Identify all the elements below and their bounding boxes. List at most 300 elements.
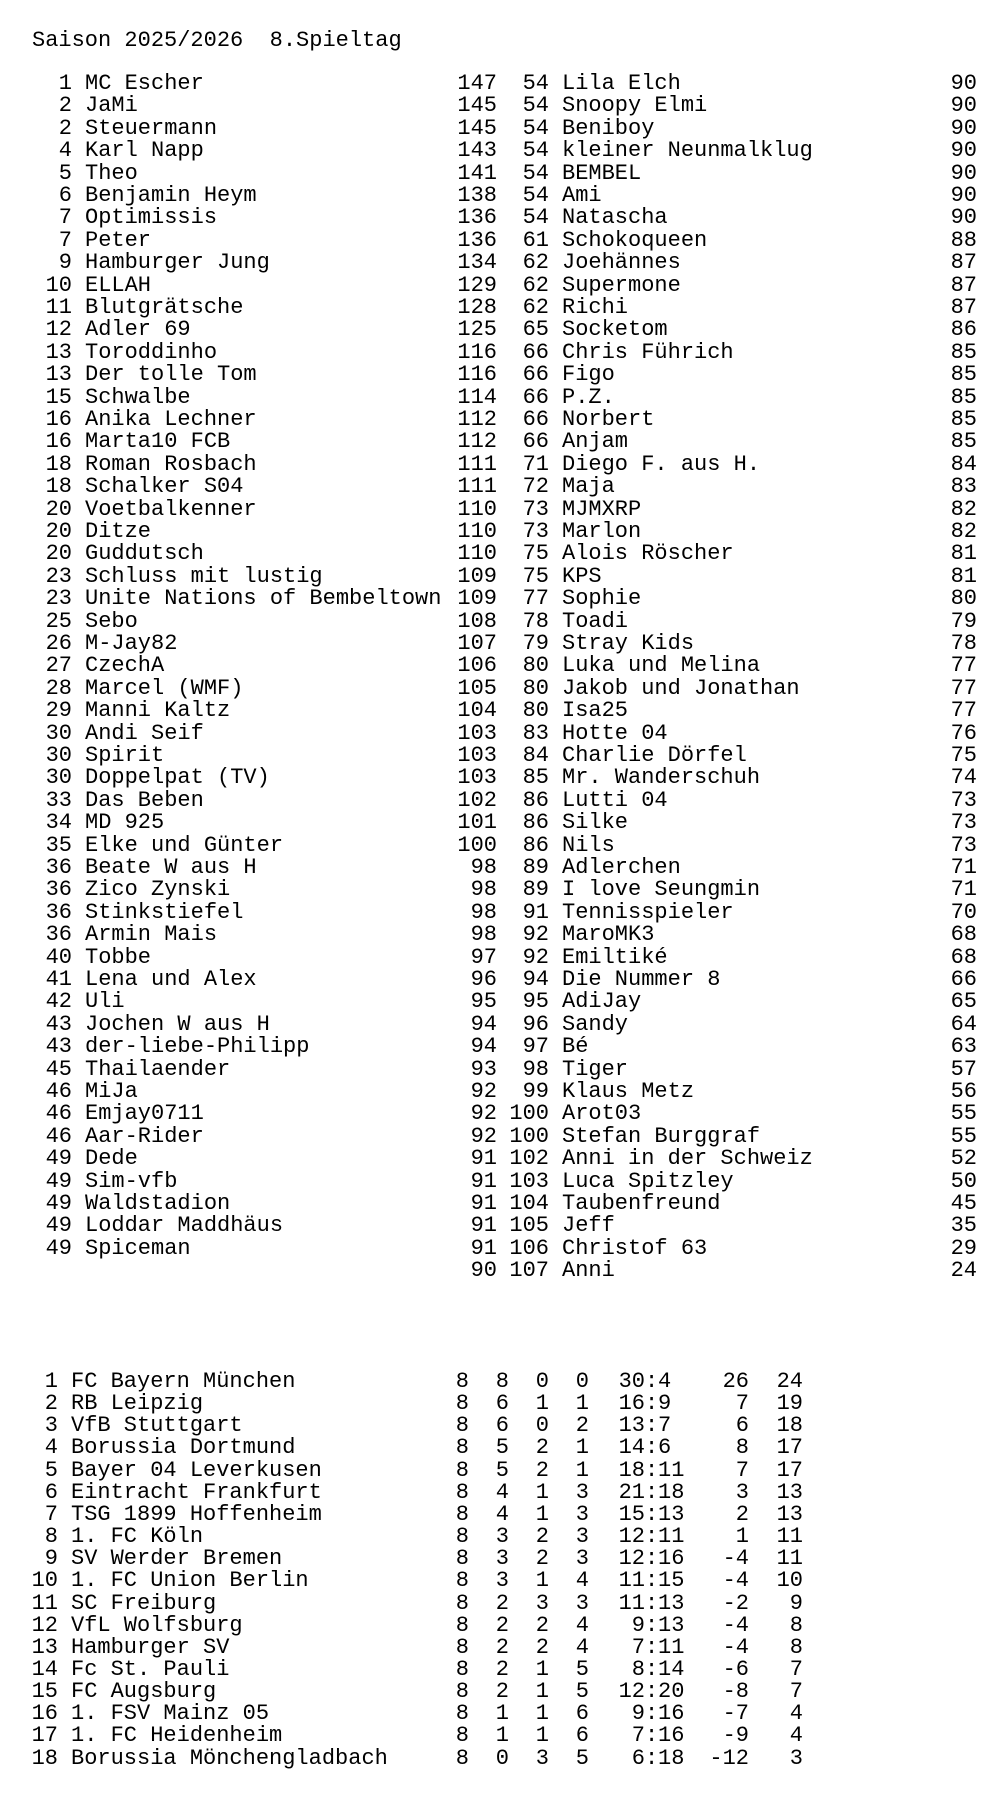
player-points: 116	[457, 340, 497, 365]
games-lost: 3	[575, 1591, 589, 1616]
rank: 49	[45, 1191, 72, 1216]
player-points: 102	[457, 788, 497, 813]
rank: 62	[522, 250, 549, 275]
team-name: Borussia Mönchengladbach	[71, 1746, 388, 1771]
goals-for: 8	[631, 1657, 645, 1682]
rank: 11	[45, 295, 72, 320]
rank: 83	[522, 721, 549, 746]
games-won: 6	[495, 1413, 509, 1438]
player-name: Charlie Dörfel	[562, 743, 747, 768]
team-points: 7	[789, 1657, 803, 1682]
goal-difference: 6	[735, 1413, 749, 1438]
games-lost: 5	[575, 1746, 589, 1771]
team-name: Hamburger SV	[71, 1635, 230, 1660]
player-name: Voetbalkenner	[85, 497, 257, 522]
player-points: 77	[950, 676, 977, 701]
player-name: Toroddinho	[85, 340, 218, 365]
player-points: 145	[457, 93, 497, 118]
rank: 16	[45, 429, 72, 454]
team-position: 9	[44, 1546, 58, 1571]
team-position: 3	[44, 1413, 58, 1438]
games-drawn: 2	[535, 1435, 549, 1460]
player-points: 110	[457, 541, 497, 566]
player-name: Schalker S04	[85, 474, 244, 499]
player-points: 143	[457, 138, 497, 163]
goals-separator: :	[645, 1701, 659, 1726]
team-position: 17	[31, 1723, 58, 1748]
goal-difference: -4	[722, 1568, 749, 1593]
games-drawn: 1	[535, 1502, 549, 1527]
player-points: 134	[457, 250, 497, 275]
rank: 36	[45, 855, 72, 880]
player-name: Loddar Maddhäus	[85, 1213, 284, 1238]
games-drawn: 2	[535, 1524, 549, 1549]
rank: 80	[522, 676, 549, 701]
player-points: 73	[950, 810, 977, 835]
player-name: Taubenfreund	[562, 1191, 721, 1216]
player-name: Hotte 04	[562, 721, 668, 746]
player-points: 81	[950, 564, 977, 589]
player-points: 112	[457, 407, 497, 432]
team-points: 18	[776, 1413, 803, 1438]
goals-against: 20	[658, 1679, 685, 1704]
player-points: 90	[950, 183, 977, 208]
rank: 84	[522, 743, 549, 768]
player-name: Hamburger Jung	[85, 250, 270, 275]
player-points: 24	[950, 1258, 977, 1283]
player-name: Beniboy	[562, 116, 655, 141]
player-points: 98	[470, 877, 497, 902]
rank: 2	[58, 93, 72, 118]
rank: 23	[45, 564, 72, 589]
player-points: 85	[950, 362, 977, 387]
rank: 40	[45, 945, 72, 970]
rank: 27	[45, 653, 72, 678]
team-name: VfL Wolfsburg	[71, 1613, 243, 1638]
goals-for: 13	[618, 1413, 645, 1438]
goals-for: 18	[618, 1458, 645, 1483]
games-played: 8	[455, 1701, 469, 1726]
rank: 25	[45, 609, 72, 634]
team-points: 24	[776, 1369, 803, 1394]
player-name: Optimissis	[85, 205, 218, 230]
rank: 18	[45, 474, 72, 499]
games-played: 8	[455, 1591, 469, 1616]
goal-difference: 26	[722, 1369, 749, 1394]
player-name: Joehännes	[562, 250, 681, 275]
player-name: Benjamin Heym	[85, 183, 257, 208]
player-name: Emjay0711	[85, 1101, 204, 1126]
rank: 91	[522, 900, 549, 925]
rank: 36	[45, 877, 72, 902]
rank: 62	[522, 273, 549, 298]
player-points: 76	[950, 721, 977, 746]
rank: 1	[58, 71, 72, 96]
player-name: Aar-Rider	[85, 1124, 204, 1149]
goal-difference: -4	[722, 1546, 749, 1571]
team-position: 2	[44, 1391, 58, 1416]
team-name: VfB Stuttgart	[71, 1413, 243, 1438]
player-points: 57	[950, 1057, 977, 1082]
player-name: Theo	[85, 161, 138, 186]
player-points: 97	[470, 945, 497, 970]
games-lost: 4	[575, 1613, 589, 1638]
player-points: 108	[457, 609, 497, 634]
player-points: 92	[470, 1079, 497, 1104]
games-played: 8	[455, 1568, 469, 1593]
player-points: 85	[950, 385, 977, 410]
rank: 66	[522, 429, 549, 454]
player-points: 91	[470, 1213, 497, 1238]
player-name: Stray Kids	[562, 631, 695, 656]
goal-difference: -12	[709, 1746, 749, 1771]
player-points: 63	[950, 1034, 977, 1059]
player-points: 52	[950, 1146, 977, 1171]
goals-separator: :	[645, 1391, 659, 1416]
team-position: 5	[44, 1458, 58, 1483]
games-played: 8	[455, 1369, 469, 1394]
goals-against: 16	[658, 1723, 685, 1748]
player-name: kleiner Neunmalklug	[562, 138, 813, 163]
rank: 78	[522, 609, 549, 634]
player-points: 94	[470, 1012, 497, 1037]
rank: 65	[522, 317, 549, 342]
rank: 29	[45, 698, 72, 723]
goals-against: 16	[658, 1546, 685, 1571]
team-points: 13	[776, 1502, 803, 1527]
player-name: Andi Seif	[85, 721, 204, 746]
goal-difference: 7	[735, 1458, 749, 1483]
goals-against: 11	[658, 1635, 685, 1660]
games-drawn: 0	[535, 1413, 549, 1438]
goals-for: 30	[618, 1369, 645, 1394]
rank: 23	[45, 586, 72, 611]
team-points: 17	[776, 1435, 803, 1460]
goal-difference: 7	[735, 1391, 749, 1416]
goal-difference: -4	[722, 1613, 749, 1638]
rank: 7	[58, 228, 72, 253]
games-played: 8	[455, 1413, 469, 1438]
team-name: Fc St. Pauli	[71, 1657, 230, 1682]
rank: 77	[522, 586, 549, 611]
games-played: 8	[455, 1613, 469, 1638]
player-points: 90	[950, 71, 977, 96]
goals-for: 12	[618, 1679, 645, 1704]
goals-separator: :	[645, 1657, 659, 1682]
games-drawn: 2	[535, 1458, 549, 1483]
team-points: 10	[776, 1568, 803, 1593]
player-name: Lena und Alex	[85, 967, 257, 992]
player-points: 125	[457, 317, 497, 342]
games-drawn: 2	[535, 1635, 549, 1660]
games-won: 2	[495, 1613, 509, 1638]
games-played: 8	[455, 1435, 469, 1460]
goals-separator: :	[645, 1746, 659, 1771]
player-points: 68	[950, 945, 977, 970]
rank: 54	[522, 116, 549, 141]
goals-separator: :	[645, 1635, 659, 1660]
team-name: 1. FC Union Berlin	[71, 1568, 309, 1593]
player-name: Alois Röscher	[562, 541, 734, 566]
player-name: MD 925	[85, 810, 165, 835]
player-name: Arot03	[562, 1101, 642, 1126]
player-name: M-Jay82	[85, 631, 178, 656]
rank: 41	[45, 967, 72, 992]
team-points: 8	[789, 1613, 803, 1638]
player-name: Figo	[562, 362, 615, 387]
player-points: 65	[950, 989, 977, 1014]
player-name: Adler 69	[85, 317, 191, 342]
player-points: 106	[457, 653, 497, 678]
games-drawn: 1	[535, 1701, 549, 1726]
rank: 92	[522, 922, 549, 947]
player-name: Karl Napp	[85, 138, 204, 163]
rank: 73	[522, 519, 549, 544]
rank: 73	[522, 497, 549, 522]
games-lost: 2	[575, 1413, 589, 1438]
rank: 36	[45, 900, 72, 925]
player-points: 77	[950, 653, 977, 678]
games-played: 8	[455, 1524, 469, 1549]
player-name: Spiceman	[85, 1236, 191, 1261]
games-won: 0	[495, 1746, 509, 1771]
goals-for: 15	[618, 1502, 645, 1527]
goals-for: 14	[618, 1435, 645, 1460]
player-points: 145	[457, 116, 497, 141]
player-points: 85	[950, 340, 977, 365]
rank: 103	[509, 1169, 549, 1194]
player-points: 92	[470, 1124, 497, 1149]
games-won: 5	[495, 1435, 509, 1460]
player-points: 101	[457, 810, 497, 835]
player-name: Sandy	[562, 1012, 629, 1037]
team-name: Borussia Dortmund	[71, 1435, 296, 1460]
games-played: 8	[455, 1546, 469, 1571]
goal-difference: -2	[722, 1591, 749, 1616]
games-played: 8	[455, 1635, 469, 1660]
goals-separator: :	[645, 1524, 659, 1549]
games-lost: 4	[575, 1568, 589, 1593]
player-points: 110	[457, 519, 497, 544]
rank: 30	[45, 721, 72, 746]
rank: 104	[509, 1191, 549, 1216]
rank: 89	[522, 877, 549, 902]
goals-separator: :	[645, 1458, 659, 1483]
team-points: 3	[789, 1746, 803, 1771]
player-name: Marta10 FCB	[85, 429, 231, 454]
rank: 45	[45, 1057, 72, 1082]
player-points: 64	[950, 1012, 977, 1037]
rank: 43	[45, 1012, 72, 1037]
player-name: Diego F. aus H.	[562, 452, 761, 477]
player-points: 84	[950, 452, 977, 477]
player-name: Bé	[562, 1034, 589, 1059]
goals-separator: :	[645, 1480, 659, 1505]
player-name: Beate W aus H	[85, 855, 257, 880]
games-lost: 3	[575, 1502, 589, 1527]
player-name: MaroMK3	[562, 922, 655, 947]
player-points: 85	[950, 429, 977, 454]
rank: 92	[522, 945, 549, 970]
games-lost: 1	[575, 1391, 589, 1416]
player-points: 80	[950, 586, 977, 611]
rank: 54	[522, 161, 549, 186]
games-played: 8	[455, 1391, 469, 1416]
goals-against: 13	[658, 1613, 685, 1638]
player-name: Sebo	[85, 609, 138, 634]
rank: 35	[45, 833, 72, 858]
player-points: 81	[950, 541, 977, 566]
player-name: Marcel (WMF)	[85, 676, 244, 701]
player-points: 138	[457, 183, 497, 208]
rank: 7	[58, 205, 72, 230]
player-points: 92	[470, 1101, 497, 1126]
rank: 4	[58, 138, 72, 163]
team-position: 13	[31, 1635, 58, 1660]
player-points: 71	[950, 877, 977, 902]
goals-against: 13	[658, 1591, 685, 1616]
player-points: 112	[457, 429, 497, 454]
games-played: 8	[455, 1502, 469, 1527]
goals-against: 11	[658, 1524, 685, 1549]
player-name: Doppelpat (TV)	[85, 765, 270, 790]
player-points: 109	[457, 564, 497, 589]
team-points: 8	[789, 1635, 803, 1660]
player-name: MJMXRP	[562, 497, 642, 522]
rank: 42	[45, 989, 72, 1014]
rank: 86	[522, 833, 549, 858]
team-name: RB Leipzig	[71, 1391, 204, 1416]
player-name: Steuermann	[85, 116, 218, 141]
player-points: 85	[950, 407, 977, 432]
player-points: 77	[950, 698, 977, 723]
rank: 105	[509, 1213, 549, 1238]
goals-against: 7	[658, 1413, 672, 1438]
goals-against: 4	[658, 1369, 672, 1394]
goals-against: 13	[658, 1502, 685, 1527]
player-points: 83	[950, 474, 977, 499]
rank: 94	[522, 967, 549, 992]
team-name: 1. FC Heidenheim	[71, 1723, 283, 1748]
goals-against: 18	[658, 1480, 685, 1505]
player-name: P.Z.	[562, 385, 615, 410]
goals-for: 11	[618, 1591, 645, 1616]
goals-against: 11	[658, 1458, 685, 1483]
goals-against: 9	[658, 1391, 672, 1416]
goals-for: 12	[618, 1524, 645, 1549]
rank: 97	[522, 1034, 549, 1059]
player-name: Christof 63	[562, 1236, 708, 1261]
player-name: Norbert	[562, 407, 655, 432]
rank: 96	[522, 1012, 549, 1037]
goals-for: 9	[631, 1701, 645, 1726]
rank: 5	[58, 161, 72, 186]
player-name: CzechA	[85, 653, 165, 678]
player-name: Nils	[562, 833, 615, 858]
player-points: 98	[470, 900, 497, 925]
team-position: 16	[31, 1701, 58, 1726]
player-points: 45	[950, 1191, 977, 1216]
games-won: 1	[495, 1701, 509, 1726]
team-position: 1	[44, 1369, 58, 1394]
rank: 13	[45, 340, 72, 365]
player-points: 35	[950, 1213, 977, 1238]
player-name: Roman Rosbach	[85, 452, 257, 477]
player-points: 103	[457, 765, 497, 790]
player-name: Tobbe	[85, 945, 152, 970]
rank: 62	[522, 295, 549, 320]
goals-for: 12	[618, 1546, 645, 1571]
player-points: 66	[950, 967, 977, 992]
player-name: Jochen W aus H	[85, 1012, 270, 1037]
player-points: 95	[470, 989, 497, 1014]
rank: 95	[522, 989, 549, 1014]
goals-for: 7	[631, 1723, 645, 1748]
player-points: 87	[950, 273, 977, 298]
games-lost: 0	[575, 1369, 589, 1394]
games-played: 8	[455, 1746, 469, 1771]
rank: 106	[509, 1236, 549, 1261]
games-drawn: 2	[535, 1613, 549, 1638]
player-points: 73	[950, 833, 977, 858]
player-points: 50	[950, 1169, 977, 1194]
rank: 30	[45, 765, 72, 790]
player-points: 98	[470, 855, 497, 880]
team-name: SV Werder Bremen	[71, 1546, 283, 1571]
team-points: 13	[776, 1480, 803, 1505]
team-position: 11	[31, 1591, 58, 1616]
player-points: 114	[457, 385, 497, 410]
games-won: 6	[495, 1391, 509, 1416]
games-played: 8	[455, 1679, 469, 1704]
rank: 86	[522, 810, 549, 835]
games-played: 8	[455, 1657, 469, 1682]
games-won: 3	[495, 1568, 509, 1593]
rank: 99	[522, 1079, 549, 1104]
player-name: AdiJay	[562, 989, 642, 1014]
games-lost: 1	[575, 1458, 589, 1483]
rank: 20	[45, 541, 72, 566]
rank: 16	[45, 407, 72, 432]
games-lost: 1	[575, 1435, 589, 1460]
team-position: 18	[31, 1746, 58, 1771]
rank: 80	[522, 653, 549, 678]
team-points: 11	[776, 1524, 803, 1549]
player-name: Chris Führich	[562, 340, 734, 365]
games-lost: 5	[575, 1657, 589, 1682]
player-name: Lila Elch	[562, 71, 681, 96]
player-points: 110	[457, 497, 497, 522]
rank: 10	[45, 273, 72, 298]
games-played: 8	[455, 1458, 469, 1483]
games-lost: 6	[575, 1723, 589, 1748]
player-name: Schokoqueen	[562, 228, 708, 253]
rank: 66	[522, 362, 549, 387]
games-won: 4	[495, 1480, 509, 1505]
team-name: Eintracht Frankfurt	[71, 1480, 322, 1505]
player-points: 136	[457, 228, 497, 253]
player-points: 68	[950, 922, 977, 947]
player-points: 91	[470, 1169, 497, 1194]
rank: 49	[45, 1236, 72, 1261]
games-won: 8	[495, 1369, 509, 1394]
player-name: I love Seungmin	[562, 877, 761, 902]
player-name: Lutti 04	[562, 788, 668, 813]
rank: 26	[45, 631, 72, 656]
player-name: Adlerchen	[562, 855, 681, 880]
matchday-label: 8.Spieltag	[269, 28, 402, 53]
rank: 107	[509, 1258, 549, 1283]
